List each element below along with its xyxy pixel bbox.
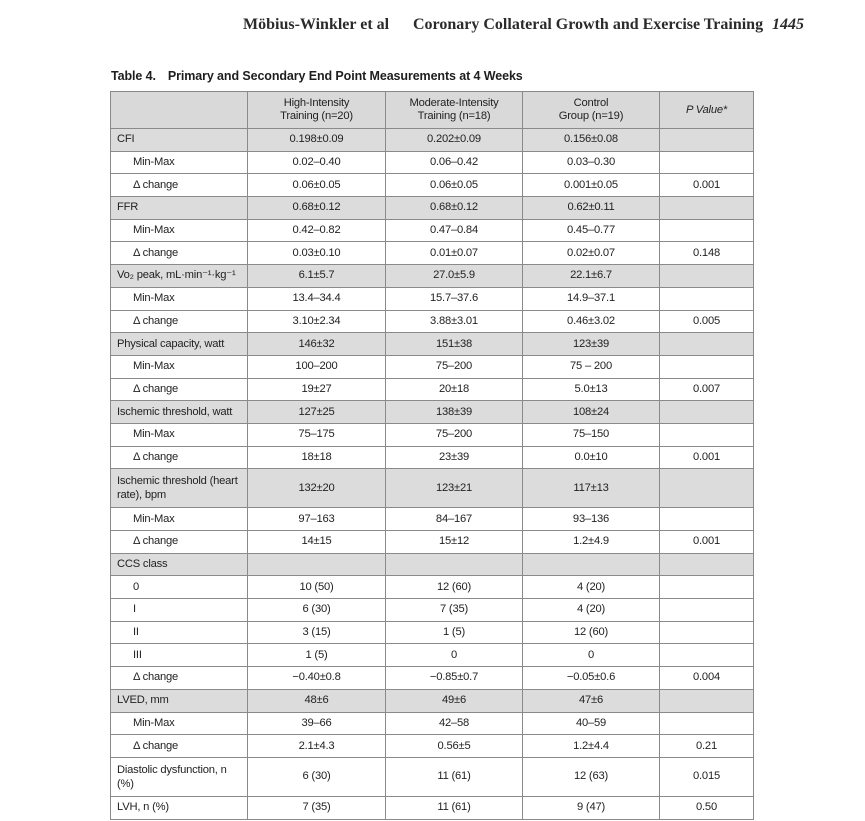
p-value (660, 401, 754, 424)
table-row (111, 197, 754, 220)
high-intensity-value: 7 (35) (248, 796, 386, 819)
row-label: 0 (111, 576, 248, 599)
high-intensity-value: 0.02–0.40 (248, 151, 386, 174)
header-moderate-line2: Training (n=18) (417, 110, 491, 122)
row-label: LVED, mm (111, 689, 248, 712)
control-value: 14.9–37.1 (523, 287, 660, 310)
row-label: Min-Max (111, 219, 248, 242)
table-row (111, 689, 754, 712)
row-label: Ischemic threshold, watt (111, 401, 248, 424)
row-label: Min-Max (111, 712, 248, 735)
table-title: Primary and Secondary End Point Measurements at 4 Weeks (167, 69, 523, 83)
page-number: 1445 (772, 16, 804, 33)
control-value: 117±13 (523, 469, 660, 508)
row-label: Δ change (111, 174, 248, 197)
row-label: Physical capacity, watt (111, 333, 248, 356)
high-intensity-value: 0.198±0.09 (248, 129, 386, 152)
p-value (660, 689, 754, 712)
high-intensity-value (248, 553, 386, 576)
p-value: 0.005 (660, 310, 754, 333)
row-label: Δ change (111, 667, 248, 690)
table-row (111, 174, 754, 197)
header-high-intensity (248, 92, 386, 129)
high-intensity-value: 18±18 (248, 446, 386, 469)
table-row (111, 599, 754, 622)
table-row (111, 469, 754, 508)
row-label: II (111, 621, 248, 644)
moderate-intensity-value: 75–200 (386, 355, 523, 378)
table-row (111, 333, 754, 356)
p-value: 0.007 (660, 378, 754, 401)
header-moderate-intensity (386, 92, 523, 129)
p-value (660, 129, 754, 152)
table-row (111, 667, 754, 690)
high-intensity-value: 2.1±4.3 (248, 735, 386, 758)
p-value (660, 265, 754, 288)
p-value (660, 197, 754, 220)
high-intensity-value: 6 (30) (248, 757, 386, 796)
row-label: CCS class (111, 553, 248, 576)
moderate-intensity-value: 11 (61) (386, 796, 523, 819)
row-label: CFI (111, 129, 248, 152)
high-intensity-value: 0.06±0.05 (248, 174, 386, 197)
control-value: 0.001±0.05 (523, 174, 660, 197)
table-row (111, 735, 754, 758)
moderate-intensity-value: 0.56±5 (386, 735, 523, 758)
control-value: 0.46±3.02 (523, 310, 660, 333)
row-label: Min-Max (111, 287, 248, 310)
row-label: Δ change (111, 378, 248, 401)
control-value: 40–59 (523, 712, 660, 735)
p-value: 0.004 (660, 667, 754, 690)
table-row (111, 531, 754, 554)
high-intensity-value: 48±6 (248, 689, 386, 712)
moderate-intensity-value: 11 (61) (386, 757, 523, 796)
moderate-intensity-value: 15.7–37.6 (386, 287, 523, 310)
table-row (111, 265, 754, 288)
p-value (660, 333, 754, 356)
row-label: I (111, 599, 248, 622)
moderate-intensity-value: 0.06–0.42 (386, 151, 523, 174)
row-label: Vo₂ peak, mL·min⁻¹·kg⁻¹ (111, 265, 248, 288)
p-value (660, 287, 754, 310)
high-intensity-value: 39–66 (248, 712, 386, 735)
control-value: 0 (523, 644, 660, 667)
high-intensity-value: 3 (15) (248, 621, 386, 644)
row-label: Min-Max (111, 151, 248, 174)
control-value: 1.2±4.9 (523, 531, 660, 554)
control-value: 108±24 (523, 401, 660, 424)
row-label: Δ change (111, 242, 248, 265)
table-row (111, 796, 754, 819)
p-value (660, 469, 754, 508)
table-caption (111, 69, 523, 83)
table-number: Table 4. (111, 69, 156, 83)
moderate-intensity-value: 0.06±0.05 (386, 174, 523, 197)
header-moderate-line1: Moderate-Intensity (409, 97, 499, 109)
running-head-title: Coronary Collateral Growth and Exercise Training (413, 16, 764, 33)
table-row (111, 712, 754, 735)
control-value: −0.05±0.6 (523, 667, 660, 690)
control-value: 1.2±4.4 (523, 735, 660, 758)
high-intensity-value: −0.40±0.8 (248, 667, 386, 690)
control-value: 0.0±10 (523, 446, 660, 469)
high-intensity-value: 127±25 (248, 401, 386, 424)
table-row (111, 310, 754, 333)
p-value (660, 644, 754, 667)
p-value (660, 355, 754, 378)
control-value: 9 (47) (523, 796, 660, 819)
high-intensity-value: 0.03±0.10 (248, 242, 386, 265)
control-value: 0.03–0.30 (523, 151, 660, 174)
control-value: 93–136 (523, 508, 660, 531)
header-blank (111, 92, 248, 129)
p-value (660, 423, 754, 446)
high-intensity-value: 146±32 (248, 333, 386, 356)
high-intensity-value: 75–175 (248, 423, 386, 446)
table-row (111, 129, 754, 152)
high-intensity-value: 0.68±0.12 (248, 197, 386, 220)
high-intensity-value: 0.42–0.82 (248, 219, 386, 242)
table-row (111, 576, 754, 599)
high-intensity-value: 97–163 (248, 508, 386, 531)
table-row (111, 621, 754, 644)
p-value (660, 599, 754, 622)
row-label: Diastolic dysfunction, n (%) (111, 757, 248, 796)
p-value: 0.50 (660, 796, 754, 819)
control-value: 0.156±0.08 (523, 129, 660, 152)
table-row (111, 219, 754, 242)
moderate-intensity-value: −0.85±0.7 (386, 667, 523, 690)
p-value: 0.148 (660, 242, 754, 265)
high-intensity-value: 3.10±2.34 (248, 310, 386, 333)
row-label: Min-Max (111, 423, 248, 446)
running-head-authors: Möbius-Winkler et al (243, 16, 390, 33)
moderate-intensity-value: 0.47–0.84 (386, 219, 523, 242)
control-value: 123±39 (523, 333, 660, 356)
control-value: 4 (20) (523, 576, 660, 599)
moderate-intensity-value: 0.68±0.12 (386, 197, 523, 220)
row-label: III (111, 644, 248, 667)
moderate-intensity-value: 27.0±5.9 (386, 265, 523, 288)
moderate-intensity-value: 123±21 (386, 469, 523, 508)
row-label: FFR (111, 197, 248, 220)
control-value: 47±6 (523, 689, 660, 712)
control-value: 12 (63) (523, 757, 660, 796)
row-label: Δ change (111, 531, 248, 554)
moderate-intensity-value: 42–58 (386, 712, 523, 735)
p-value: 0.001 (660, 174, 754, 197)
header-high-line1: High-Intensity (283, 97, 350, 109)
high-intensity-value: 1 (5) (248, 644, 386, 667)
control-value: 0.45–0.77 (523, 219, 660, 242)
p-value (660, 553, 754, 576)
p-value (660, 508, 754, 531)
header-p-value-label: P Value* (685, 103, 728, 116)
row-label: Δ change (111, 446, 248, 469)
table-row (111, 508, 754, 531)
row-label: Δ change (111, 310, 248, 333)
high-intensity-value: 13.4–34.4 (248, 287, 386, 310)
control-value: 0.02±0.07 (523, 242, 660, 265)
moderate-intensity-value: 75–200 (386, 423, 523, 446)
table-header-row (111, 92, 754, 129)
moderate-intensity-value: 3.88±3.01 (386, 310, 523, 333)
moderate-intensity-value: 0.01±0.07 (386, 242, 523, 265)
high-intensity-value: 10 (50) (248, 576, 386, 599)
high-intensity-value: 100–200 (248, 355, 386, 378)
table-row (111, 151, 754, 174)
p-value (660, 621, 754, 644)
table-row (111, 242, 754, 265)
table-row (111, 378, 754, 401)
moderate-intensity-value: 0.202±0.09 (386, 129, 523, 152)
p-value (660, 151, 754, 174)
control-value (523, 553, 660, 576)
running-head (0, 16, 865, 38)
table-row (111, 401, 754, 424)
table-row (111, 553, 754, 576)
high-intensity-value: 6 (30) (248, 599, 386, 622)
control-value: 4 (20) (523, 599, 660, 622)
moderate-intensity-value: 7 (35) (386, 599, 523, 622)
high-intensity-value: 14±15 (248, 531, 386, 554)
table-row (111, 446, 754, 469)
moderate-intensity-value: 23±39 (386, 446, 523, 469)
p-value: 0.21 (660, 735, 754, 758)
header-control-line1: Control (573, 97, 609, 109)
moderate-intensity-value: 84–167 (386, 508, 523, 531)
table-row (111, 757, 754, 796)
moderate-intensity-value: 15±12 (386, 531, 523, 554)
table-row (111, 287, 754, 310)
table-row (111, 644, 754, 667)
high-intensity-value: 19±27 (248, 378, 386, 401)
control-value: 0.62±0.11 (523, 197, 660, 220)
moderate-intensity-value: 138±39 (386, 401, 523, 424)
moderate-intensity-value (386, 553, 523, 576)
moderate-intensity-value: 151±38 (386, 333, 523, 356)
p-value (660, 576, 754, 599)
high-intensity-value: 132±20 (248, 469, 386, 508)
header-control (523, 92, 660, 129)
control-value: 22.1±6.7 (523, 265, 660, 288)
p-value (660, 219, 754, 242)
table-row (111, 423, 754, 446)
row-label: Ischemic threshold (heart rate), bpm (111, 469, 248, 508)
p-value: 0.001 (660, 446, 754, 469)
row-label: Min-Max (111, 355, 248, 378)
row-label: Min-Max (111, 508, 248, 531)
header-p-value (660, 92, 754, 129)
moderate-intensity-value: 20±18 (386, 378, 523, 401)
moderate-intensity-value: 0 (386, 644, 523, 667)
p-value: 0.015 (660, 757, 754, 796)
control-value: 5.0±13 (523, 378, 660, 401)
high-intensity-value: 6.1±5.7 (248, 265, 386, 288)
control-value: 12 (60) (523, 621, 660, 644)
row-label: LVH, n (%) (111, 796, 248, 819)
control-value: 75 – 200 (523, 355, 660, 378)
p-value: 0.001 (660, 531, 754, 554)
control-value: 75–150 (523, 423, 660, 446)
p-value (660, 712, 754, 735)
moderate-intensity-value: 12 (60) (386, 576, 523, 599)
header-high-line2: Training (n=20) (280, 110, 353, 122)
header-control-line2: Group (n=19) (558, 110, 624, 122)
results-table (110, 91, 754, 820)
table-row (111, 355, 754, 378)
moderate-intensity-value: 1 (5) (386, 621, 523, 644)
row-label: Δ change (111, 735, 248, 758)
moderate-intensity-value: 49±6 (386, 689, 523, 712)
